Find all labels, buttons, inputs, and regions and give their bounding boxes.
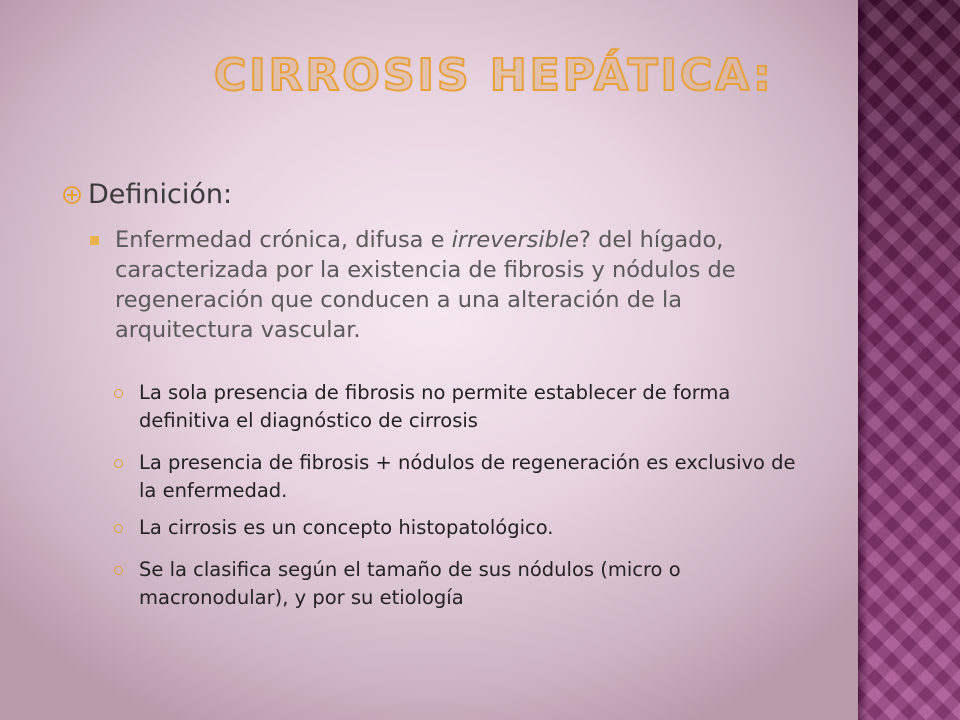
- slide-title: CIRROSIS HEPÁTICA:: [214, 50, 774, 101]
- definition-text-start: Enfermedad crónica, difusa e: [115, 227, 452, 253]
- bullet-level3-item: [114, 514, 814, 542]
- bullet-level3-text: La presencia de fibrosis + nódulos de regeneración es exclusivo de la enfermedad.: [139, 451, 796, 502]
- ring-bullet-icon: [114, 524, 123, 533]
- bullet-level1-definicion: [62, 176, 232, 214]
- decorative-side-band: [858, 0, 960, 720]
- bullet-level3-text: La sola presencia de fibrosis no permite establecer de forma definitiva el diagnóstico de cirrosis: [139, 381, 731, 432]
- definition-text-emphasis: irreversible: [451, 227, 579, 253]
- bullet-level3-text: La cirrosis es un concepto histopatológico.: [139, 516, 554, 539]
- bullet-level3-item: [114, 556, 814, 612]
- circle-plus-bullet-icon: [62, 185, 82, 205]
- bullet-level3-item: [114, 379, 814, 435]
- bullet-level3-item: [114, 449, 814, 505]
- ring-bullet-icon: [114, 389, 123, 398]
- bullet-level1-text: Definición:: [88, 179, 233, 210]
- bullet-level2-text: [115, 225, 810, 345]
- ring-bullet-icon: [114, 566, 123, 575]
- square-bullet-icon: [90, 236, 99, 245]
- bullet-level2-definition: [90, 225, 810, 345]
- bullet-level3-text: Se la clasifica según el tamaño de sus nódulos (micro o macronodular), y por su etiología: [139, 558, 681, 609]
- definition-text-end: ? del hígado, caracterizada por la existencia de fibrosis y nódulos de regeneración que conducen a una alteración de la arquitectura vascular.: [115, 227, 736, 343]
- ring-bullet-icon: [114, 459, 123, 468]
